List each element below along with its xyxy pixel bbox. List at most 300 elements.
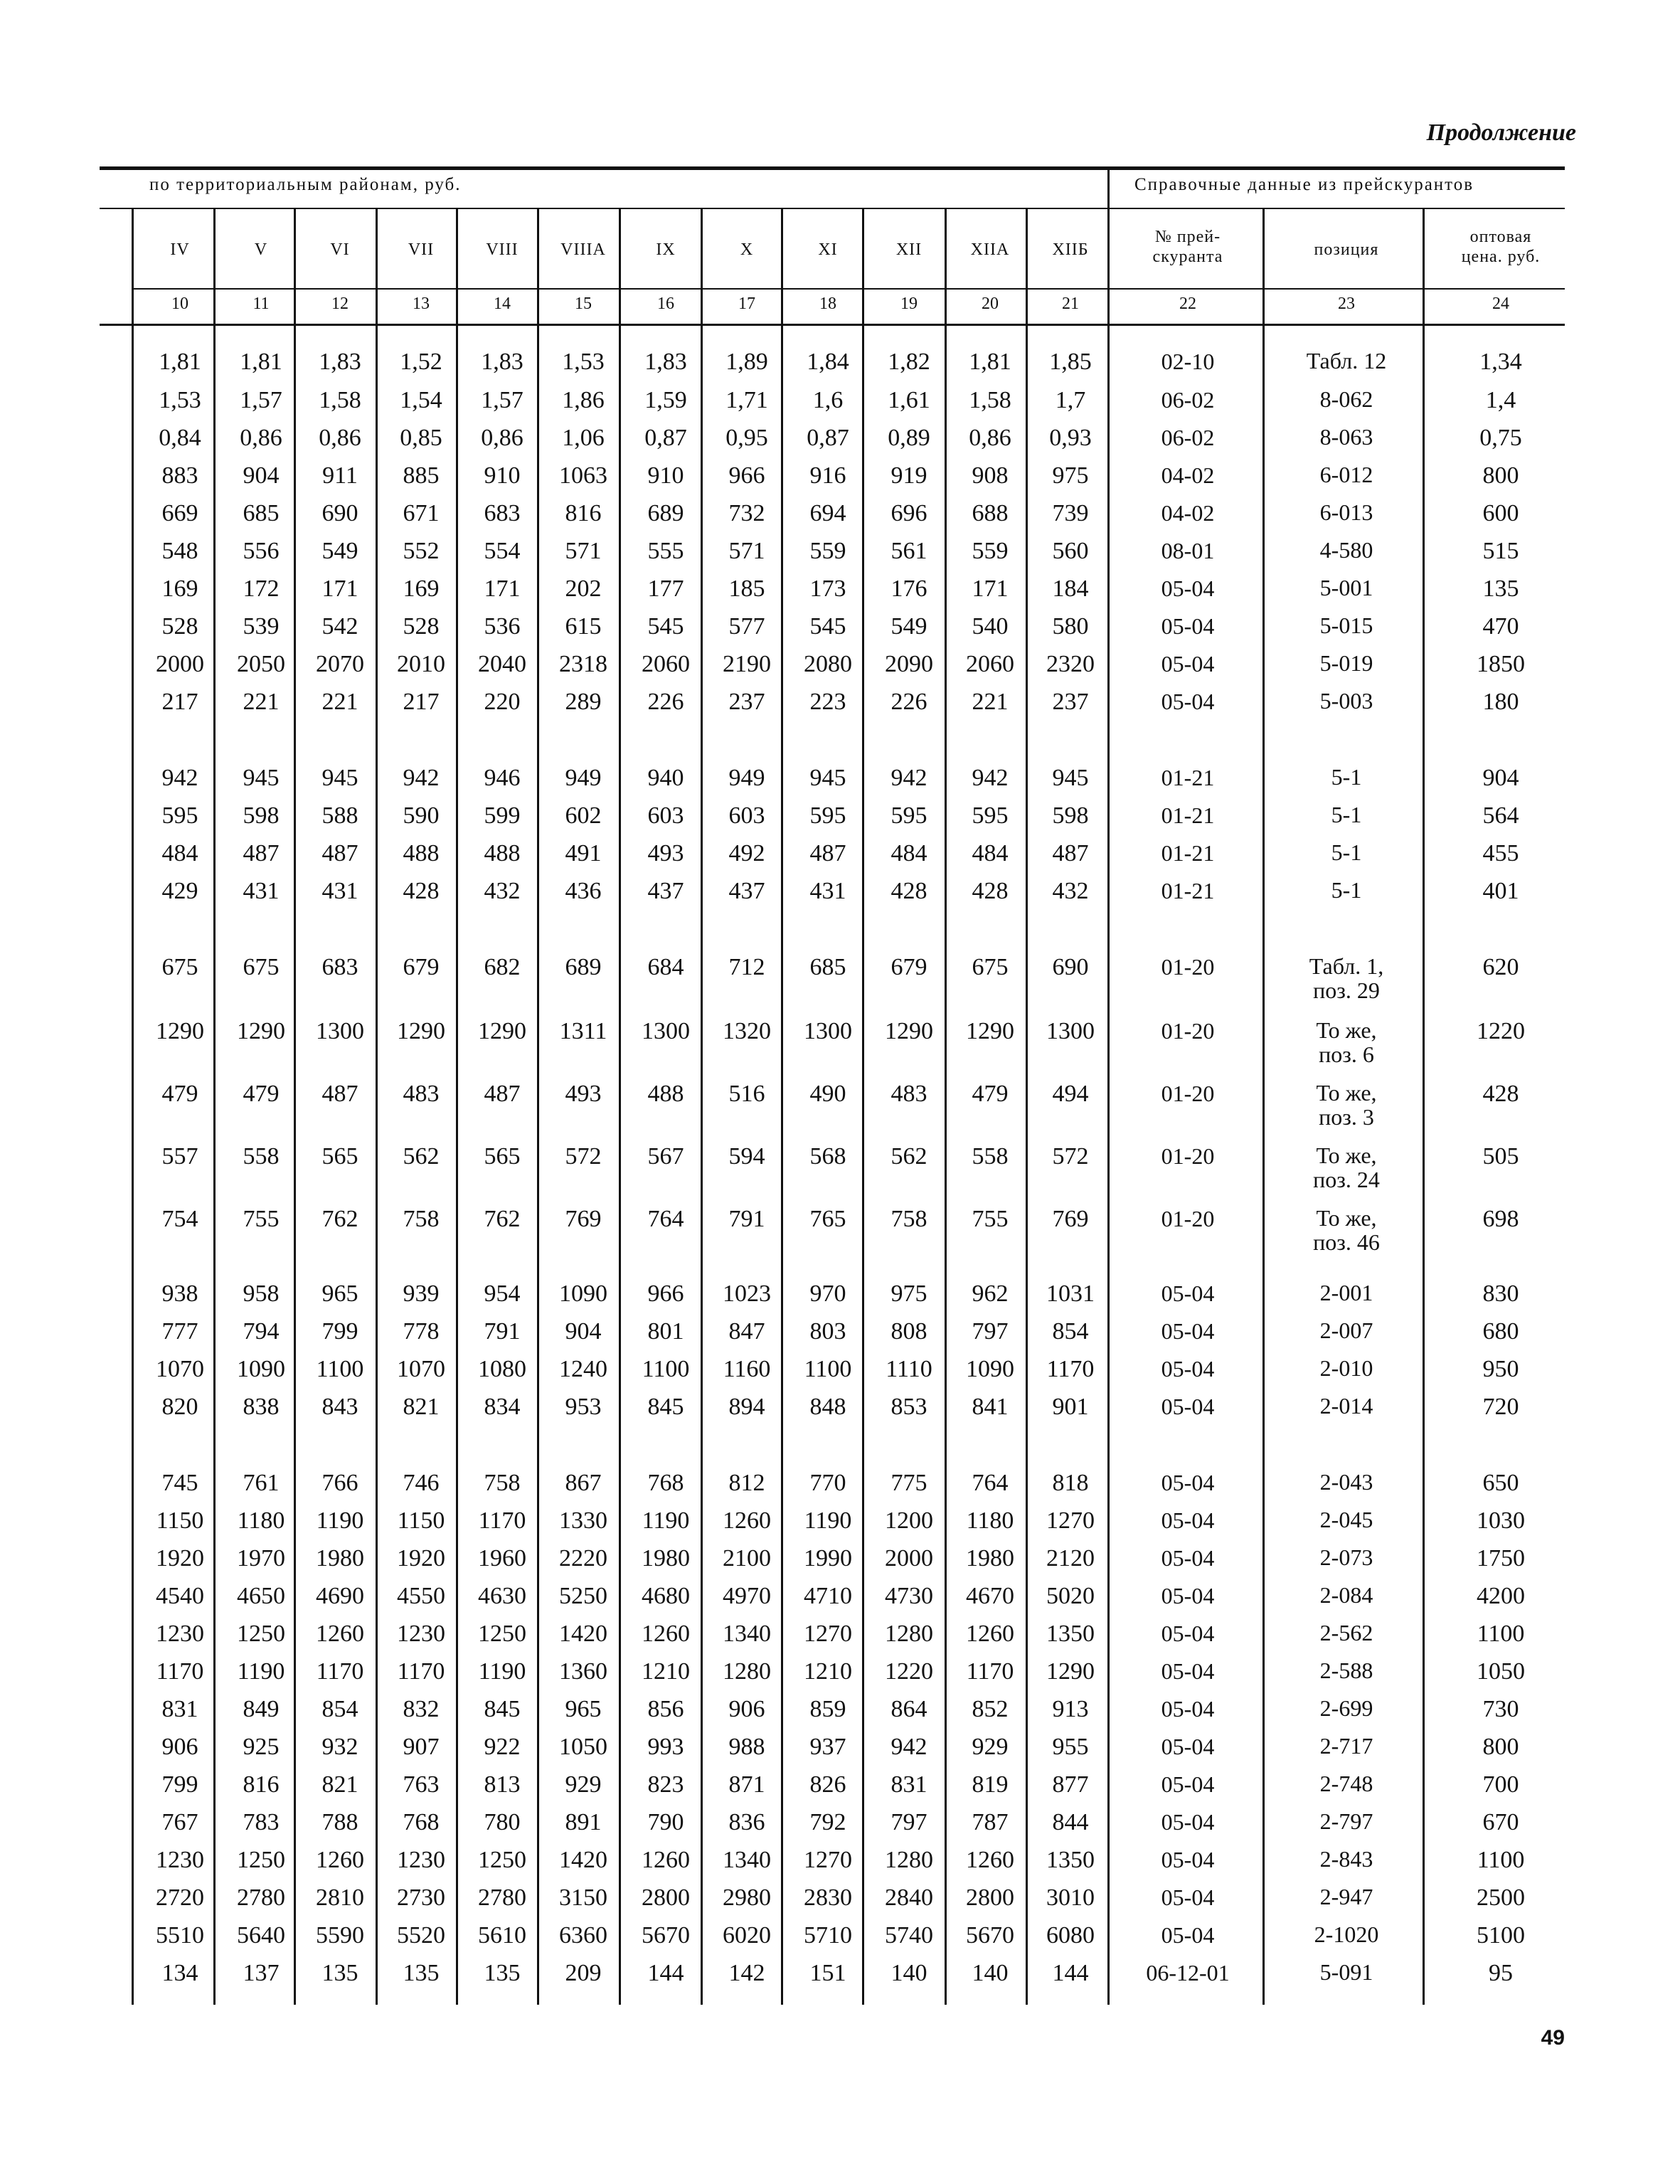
table-cell: 1031 [1046, 1281, 1095, 1307]
table-cell: 1260 [966, 1847, 1014, 1873]
table-cell: 932 [321, 1734, 358, 1760]
table-cell: 847 [728, 1318, 765, 1345]
table-cell: 595 [161, 802, 198, 829]
table-cell: 1090 [966, 1356, 1014, 1382]
table-cell: 712 [728, 954, 765, 980]
column-header: X [740, 240, 754, 259]
table-cell: 761 [243, 1470, 280, 1496]
table-cell: 02-10 [1161, 349, 1215, 374]
table-cell: 483 [890, 1081, 927, 1107]
table-cell: 545 [809, 613, 846, 640]
table-cell: 171 [972, 576, 1009, 602]
table-cell: 1340 [723, 1621, 771, 1647]
column-header: № прей- скуранта [1152, 228, 1223, 266]
table-cell: 1260 [316, 1621, 364, 1647]
table-cell: 819 [972, 1771, 1009, 1798]
table-cell: 1280 [723, 1658, 771, 1685]
table-cell: 755 [972, 1206, 1009, 1232]
column-number: 10 [171, 295, 188, 313]
table-cell: 1110 [886, 1356, 932, 1382]
table-cell: 1,61 [888, 387, 930, 413]
table-cell: 939 [403, 1281, 440, 1307]
table-cell: 8-062 [1319, 386, 1373, 412]
table-cell: 488 [484, 840, 521, 866]
table-cell: 171 [484, 576, 521, 602]
table-cell: 0,86 [481, 425, 523, 451]
table-cell: 1100 [642, 1356, 690, 1382]
table-cell: 223 [809, 689, 846, 715]
column-header: XIIA [970, 240, 1010, 259]
table-cell: 690 [1052, 954, 1089, 980]
table-cell: 5670 [642, 1922, 690, 1949]
column-number: 13 [413, 295, 430, 313]
table-cell: 137 [243, 1960, 280, 1986]
table-cell: 05-04 [1161, 613, 1215, 639]
table-cell: 01-20 [1161, 954, 1215, 980]
table-cell: 1,53 [159, 387, 201, 413]
column-divider [132, 208, 134, 324]
table-cell: 945 [321, 765, 358, 791]
table-cell: 891 [565, 1809, 602, 1835]
column-divider [1423, 208, 1425, 324]
table-cell: 1,4 [1485, 387, 1516, 413]
table-cell: 436 [565, 878, 602, 904]
table-cell: 856 [647, 1696, 684, 1722]
table-cell: 775 [890, 1470, 927, 1496]
table-cell: 946 [484, 765, 521, 791]
table-cell: 6360 [559, 1922, 607, 1949]
table-cell: 2080 [804, 651, 852, 677]
table-cell: 942 [972, 765, 1009, 791]
table-cell: Табл. 12 [1306, 348, 1387, 373]
table-cell: 2780 [237, 1885, 285, 1911]
column-header: VIII [486, 240, 519, 259]
table-cell: 1311 [559, 1018, 607, 1044]
table-cell: 901 [1052, 1394, 1089, 1420]
table-cell: 1990 [804, 1545, 852, 1571]
table-cell: 838 [243, 1394, 280, 1420]
table-cell: 493 [565, 1081, 602, 1107]
table-cell: 565 [321, 1143, 358, 1170]
table-cell: 06-12-01 [1146, 1960, 1230, 1986]
table-cell: 1,58 [969, 387, 1011, 413]
column-number: 12 [331, 295, 349, 313]
table-cell: 05-04 [1161, 1318, 1215, 1344]
table-cell: 173 [809, 576, 846, 602]
table-cell: 913 [1052, 1696, 1089, 1722]
table-cell: 05-04 [1161, 1658, 1215, 1684]
table-cell: 1270 [804, 1621, 852, 1647]
table-cell: 2840 [885, 1885, 933, 1911]
table-cell: 1350 [1046, 1621, 1095, 1647]
table-cell: 571 [565, 538, 602, 564]
table-cell: 05-04 [1161, 1847, 1215, 1872]
table-cell: 670 [1482, 1809, 1519, 1835]
table-cell: 5-091 [1319, 1959, 1373, 1985]
table-cell: 05-04 [1161, 1583, 1215, 1608]
table-cell: 556 [243, 538, 280, 564]
section-divider [1107, 169, 1110, 209]
table-cell: 429 [161, 878, 198, 904]
table-cell: 843 [321, 1394, 358, 1420]
table-cell: 945 [243, 765, 280, 791]
column-header: VIIIA [560, 240, 606, 259]
table-cell: 2-843 [1319, 1846, 1373, 1872]
table-cell: 555 [647, 538, 684, 564]
table-cell: 1300 [316, 1018, 364, 1044]
table-cell: 916 [809, 462, 846, 489]
table-cell: 1,82 [888, 349, 930, 375]
table-cell: 922 [484, 1734, 521, 1760]
table-cell: 571 [728, 538, 765, 564]
table-cell: 698 [1482, 1206, 1519, 1232]
table-cell: 942 [890, 1734, 927, 1760]
table-cell: 05-04 [1161, 1470, 1215, 1495]
table-cell: 1,81 [969, 349, 1011, 375]
table-cell: 431 [321, 878, 358, 904]
table-cell: 5-1 [1331, 764, 1362, 790]
table-cell: 135 [403, 1960, 440, 1986]
table-cell: 432 [484, 878, 521, 904]
table-cell: 954 [484, 1281, 521, 1307]
table-cell: 940 [647, 765, 684, 791]
table-cell: 428 [890, 878, 927, 904]
table-cell: 428 [972, 878, 1009, 904]
table-cell: 1,86 [562, 387, 605, 413]
table-cell: 560 [1052, 538, 1089, 564]
table-cell: 950 [1482, 1356, 1519, 1382]
table-cell: 970 [809, 1281, 846, 1307]
table-cell: 140 [890, 1960, 927, 1986]
table-cell: 925 [243, 1734, 280, 1760]
table-cell: 1280 [885, 1847, 933, 1873]
page-number: 49 [1541, 2026, 1565, 2050]
table-cell: 816 [565, 500, 602, 526]
table-cell: 572 [565, 1143, 602, 1170]
table-cell: 1,57 [481, 387, 523, 413]
table-cell: 1220 [1477, 1018, 1525, 1044]
table-cell: 4710 [804, 1583, 852, 1609]
column-header: оптовая цена. руб. [1461, 228, 1541, 266]
table-cell: 2-797 [1319, 1808, 1373, 1834]
column-divider [781, 208, 783, 324]
table-cell: 4670 [966, 1583, 1014, 1609]
table-cell: 0,86 [240, 425, 282, 451]
table-cell: 549 [890, 613, 927, 640]
column-divider [862, 208, 864, 324]
table-cell: 800 [1482, 1734, 1519, 1760]
table-cell: 202 [565, 576, 602, 602]
table-cell: 01-20 [1161, 1081, 1215, 1106]
table-cell: 844 [1052, 1809, 1089, 1835]
table-cell: 470 [1482, 613, 1519, 640]
table-cell: То же, поз. 6 [1316, 1017, 1377, 1067]
table-cell: 1420 [559, 1621, 607, 1647]
table-cell: 2320 [1046, 651, 1095, 677]
table-cell: 852 [972, 1696, 1009, 1722]
table-cell: 1260 [642, 1621, 690, 1647]
table-cell: 894 [728, 1394, 765, 1420]
table-cell: 958 [243, 1281, 280, 1307]
table-cell: Табл. 1, поз. 29 [1309, 953, 1384, 1003]
table-cell: 1050 [559, 1734, 607, 1760]
table-cell: 1250 [478, 1621, 526, 1647]
table-cell: 184 [1052, 576, 1089, 602]
colnum-rule-bottom [100, 324, 1565, 326]
table-cell: 08-01 [1161, 538, 1215, 563]
table-cell: 487 [321, 840, 358, 866]
table-cell: 758 [890, 1206, 927, 1232]
table-cell: 2060 [642, 651, 690, 677]
table-cell: 764 [972, 1470, 1009, 1496]
table-cell: 505 [1482, 1143, 1519, 1170]
table-cell: 732 [728, 500, 765, 526]
table-cell: 764 [647, 1206, 684, 1232]
table-cell: 1,81 [240, 349, 282, 375]
table-cell: 05-04 [1161, 1922, 1215, 1948]
column-divider [132, 326, 134, 2005]
table-cell: 685 [243, 500, 280, 526]
table-cell: 758 [484, 1470, 521, 1496]
table-cell: 2-084 [1319, 1582, 1373, 1608]
table-cell: 0,84 [159, 425, 201, 451]
table-cell: 859 [809, 1696, 846, 1722]
table-cell: 1,81 [159, 349, 201, 375]
table-cell: 754 [161, 1206, 198, 1232]
table-cell: 01-21 [1161, 802, 1215, 828]
table-cell: 791 [728, 1206, 765, 1232]
table-cell: 2-073 [1319, 1544, 1373, 1570]
table-cell: 06-02 [1161, 387, 1215, 413]
table-cell: 765 [809, 1206, 846, 1232]
table-cell: 4-580 [1319, 537, 1373, 563]
table-cell: 2-562 [1319, 1620, 1373, 1645]
table-cell: 1100 [804, 1356, 852, 1382]
table-cell: 484 [161, 840, 198, 866]
column-divider [294, 208, 296, 324]
table-cell: 01-20 [1161, 1206, 1215, 1231]
table-cell: 1,83 [644, 349, 687, 375]
table-cell: 479 [972, 1081, 1009, 1107]
table-cell: 5-003 [1319, 688, 1373, 714]
column-header: XI [818, 240, 838, 259]
table-cell: 221 [243, 689, 280, 715]
column-divider [213, 208, 216, 324]
table-cell: 2-748 [1319, 1771, 1373, 1796]
table-cell: 2000 [885, 1545, 933, 1571]
table-cell: 836 [728, 1809, 765, 1835]
table-cell: 910 [647, 462, 684, 489]
table-cell: 2-010 [1319, 1355, 1373, 1381]
table-cell: 5250 [559, 1583, 607, 1609]
table-cell: 289 [565, 689, 602, 715]
column-number: 24 [1492, 295, 1509, 313]
table-cell: 04-02 [1161, 462, 1215, 488]
table-cell: 1290 [885, 1018, 933, 1044]
table-cell: 768 [647, 1470, 684, 1496]
table-cell: 0,95 [725, 425, 768, 451]
table-cell: 1980 [966, 1545, 1014, 1571]
table-cell: 942 [890, 765, 927, 791]
table-cell: 803 [809, 1318, 846, 1345]
table-cell: 577 [728, 613, 765, 640]
table-cell: 1850 [1477, 651, 1525, 677]
table-cell: 169 [403, 576, 440, 602]
table-cell: 562 [890, 1143, 927, 1170]
table-cell: 6080 [1046, 1922, 1095, 1949]
table-cell: 558 [972, 1143, 1009, 1170]
colnum-rule-top [132, 288, 1565, 290]
table-cell: 690 [321, 500, 358, 526]
table-cell: 140 [972, 1960, 1009, 1986]
table-cell: 134 [161, 1960, 198, 1986]
table-cell: 679 [890, 954, 927, 980]
column-number: 18 [819, 295, 836, 313]
table-cell: 2-014 [1319, 1393, 1373, 1419]
table-cell: 965 [321, 1281, 358, 1307]
table-cell: 1250 [237, 1621, 285, 1647]
table-cell: 05-04 [1161, 1545, 1215, 1571]
column-divider [1262, 208, 1265, 324]
table-cell: 1190 [642, 1507, 690, 1534]
table-cell: 1180 [237, 1507, 285, 1534]
table-cell: 949 [728, 765, 765, 791]
table-cell: 1280 [885, 1621, 933, 1647]
table-cell: 572 [1052, 1143, 1089, 1170]
column-header: XII [895, 240, 923, 259]
column-number: 21 [1062, 295, 1079, 313]
table-cell: 151 [809, 1960, 846, 1986]
table-cell: 1300 [1046, 1018, 1095, 1044]
table-cell: 1260 [723, 1507, 771, 1534]
table-cell: 949 [565, 765, 602, 791]
table-cell: 237 [1052, 689, 1089, 715]
table-cell: 797 [972, 1318, 1009, 1345]
table-cell: 0,89 [888, 425, 930, 451]
table-cell: 437 [728, 878, 765, 904]
table-cell: 171 [321, 576, 358, 602]
table-cell: 684 [647, 954, 684, 980]
table-cell: 762 [484, 1206, 521, 1232]
table-cell: 487 [1052, 840, 1089, 866]
table-cell: 05-04 [1161, 1621, 1215, 1646]
table-cell: 993 [647, 1734, 684, 1760]
table-cell: 5-001 [1319, 575, 1373, 600]
table-cell: 2-043 [1319, 1469, 1373, 1495]
table-cell: 05-04 [1161, 651, 1215, 677]
table-cell: 910 [484, 462, 521, 489]
table-cell: 791 [484, 1318, 521, 1345]
table-cell: 5590 [316, 1922, 364, 1949]
table-cell: 700 [1482, 1771, 1519, 1798]
table-cell: 2730 [397, 1885, 445, 1911]
table-cell: 431 [809, 878, 846, 904]
table-cell: 821 [403, 1394, 440, 1420]
table-cell: 730 [1482, 1696, 1519, 1722]
table-cell: 483 [403, 1081, 440, 1107]
table-cell: 01-20 [1161, 1143, 1215, 1169]
table-cell: 1230 [397, 1847, 445, 1873]
table-cell: 226 [647, 689, 684, 715]
table-cell: 4650 [237, 1583, 285, 1609]
table-cell: 1100 [1477, 1847, 1525, 1873]
table-cell: 479 [161, 1081, 198, 1107]
table-cell: 2800 [642, 1885, 690, 1911]
table-cell: 777 [161, 1318, 198, 1345]
table-cell: 05-04 [1161, 1356, 1215, 1382]
table-cell: 864 [890, 1696, 927, 1722]
table-cell: 1,53 [562, 349, 605, 375]
table-cell: 739 [1052, 500, 1089, 526]
table-cell: 929 [972, 1734, 1009, 1760]
table-cell: 1970 [237, 1545, 285, 1571]
table-cell: 4630 [478, 1583, 526, 1609]
table-cell: 1960 [478, 1545, 526, 1571]
table-cell: 2780 [478, 1885, 526, 1911]
table-cell: 01-21 [1161, 840, 1215, 866]
table-cell: 799 [321, 1318, 358, 1345]
column-header: VI [330, 240, 350, 259]
table-cell: 801 [647, 1318, 684, 1345]
table-cell: 135 [1482, 576, 1519, 602]
table-cell: 0,87 [807, 425, 849, 451]
table-cell: 908 [972, 462, 1009, 489]
table-cell: 1290 [966, 1018, 1014, 1044]
table-cell: 2810 [316, 1885, 364, 1911]
table-cell: 799 [161, 1771, 198, 1798]
table-cell: 1170 [478, 1507, 526, 1534]
column-divider [537, 208, 539, 324]
table-cell: 1290 [478, 1018, 526, 1044]
column-number: 23 [1338, 295, 1355, 313]
column-header: V [254, 240, 268, 259]
table-cell: 3150 [559, 1885, 607, 1911]
table-cell: 818 [1052, 1470, 1089, 1496]
table-cell: 962 [972, 1281, 1009, 1307]
table-cell: 5610 [478, 1922, 526, 1949]
table-cell: 1170 [1046, 1356, 1095, 1382]
table-cell: 487 [321, 1081, 358, 1107]
table-cell: 1170 [156, 1658, 204, 1685]
table-cell: 938 [161, 1281, 198, 1307]
table-cell: 5510 [156, 1922, 204, 1949]
table-cell: 539 [243, 613, 280, 640]
table-cell: 05-04 [1161, 1885, 1215, 1910]
table-cell: 1300 [804, 1018, 852, 1044]
table-cell: 5-1 [1331, 802, 1362, 827]
table-cell: 1250 [478, 1847, 526, 1873]
table-cell: То же, поз. 3 [1316, 1080, 1377, 1130]
table-cell: 1160 [723, 1356, 771, 1382]
table-cell: 95 [1489, 1960, 1513, 1986]
table-cell: 813 [484, 1771, 521, 1798]
table-cell: 680 [1482, 1318, 1519, 1345]
column-divider [619, 208, 621, 324]
table-cell: 1150 [156, 1507, 204, 1534]
table-cell: 683 [321, 954, 358, 980]
table-cell: 929 [565, 1771, 602, 1798]
table-cell: 1070 [156, 1356, 204, 1382]
table-cell: 955 [1052, 1734, 1089, 1760]
table-cell: 942 [161, 765, 198, 791]
table-cell: 142 [728, 1960, 765, 1986]
table-cell: 559 [809, 538, 846, 564]
table-cell: То же, поз. 46 [1313, 1205, 1380, 1255]
table-cell: 1220 [885, 1658, 933, 1685]
table-cell: 2010 [397, 651, 445, 677]
table-cell: 2830 [804, 1885, 852, 1911]
table-cell: 05-04 [1161, 1809, 1215, 1835]
